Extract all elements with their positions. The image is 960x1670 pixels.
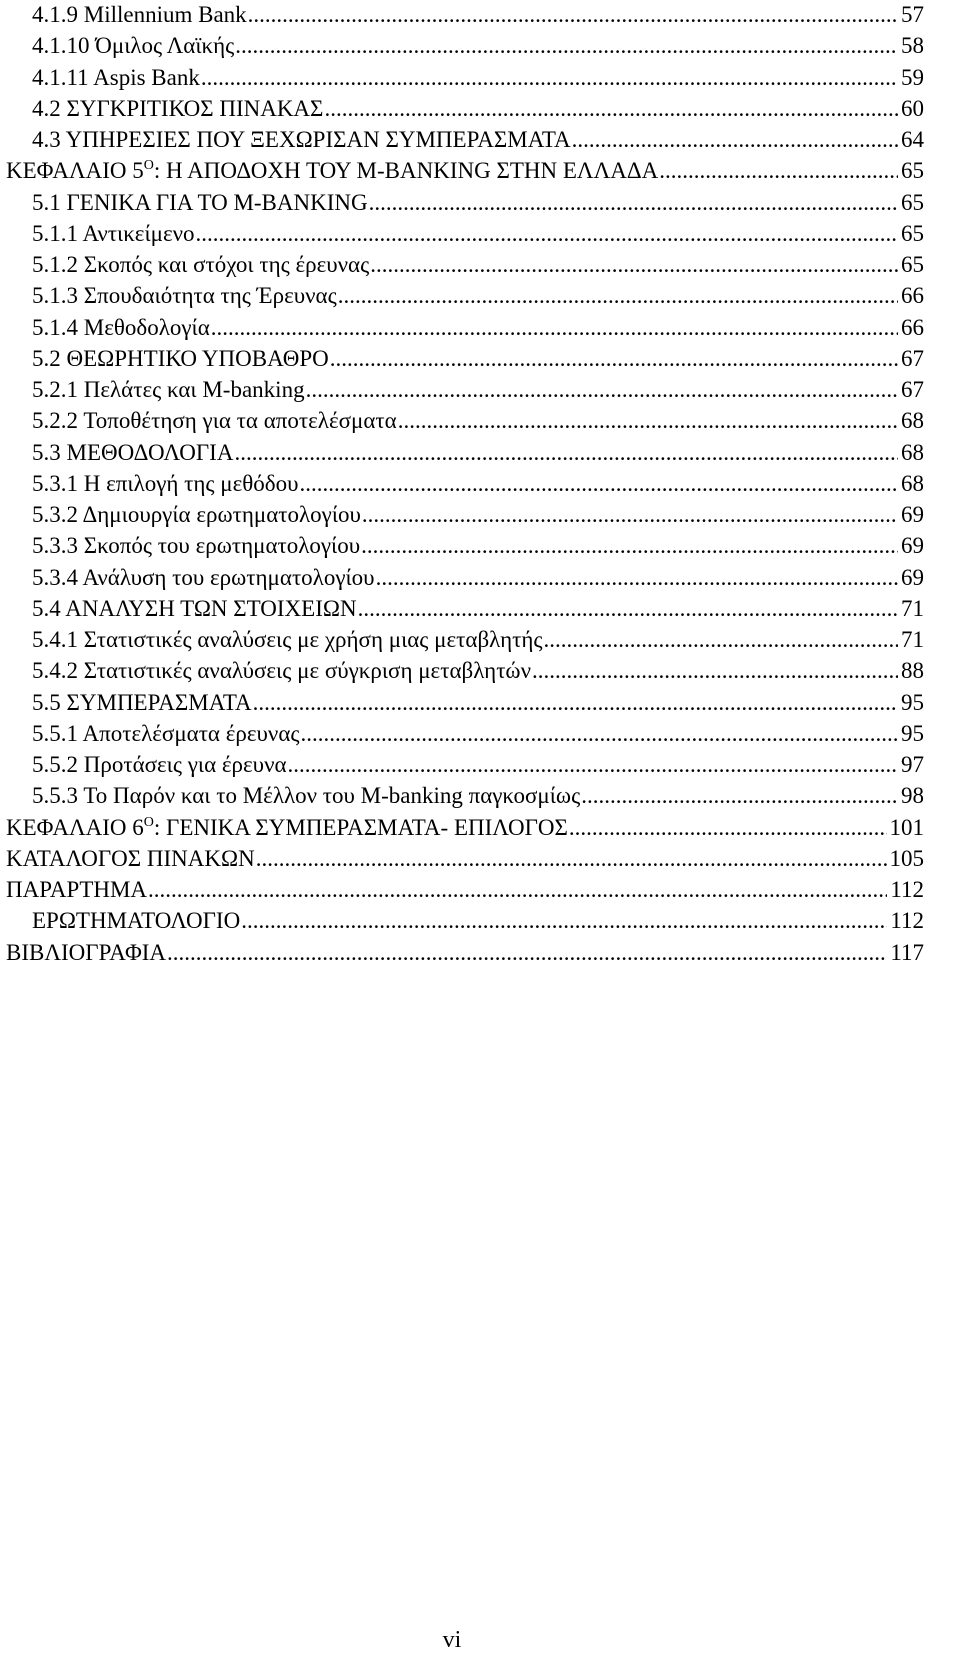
dot-leader: [195, 219, 898, 248]
toc-entry-page-number: 71: [901, 627, 924, 652]
toc-entry-title-rest: : Η ΑΠΟΔΟΧΗ ΤΟΥ M-BANKING ΣΤΗΝ ΕΛΛΑΔΑ: [153, 158, 659, 184]
toc-entry[interactable]: [6, 281, 924, 312]
toc-entry-title-text: 5.1.3 Σπουδαιότητα της Έρευνας: [32, 283, 337, 309]
toc-entry-page-number: 67: [901, 377, 924, 402]
dot-leader: [210, 313, 898, 342]
dot-leader: [531, 656, 898, 685]
toc-entry-page-number: 98: [901, 783, 924, 809]
toc-entry-page-number: 95: [901, 720, 924, 746]
toc-entry-title-text: 5.2 ΘΕΩΡΗΤΙΚΟ ΥΠΟΒΑΘΡΟ: [32, 345, 329, 371]
toc-entry-title-text: 5.3.4 Ανάλυση του ερωτηματολογίου: [32, 564, 375, 590]
toc-entry-title: [6, 156, 658, 185]
toc-entry-page-number: 112: [890, 908, 924, 934]
dot-leader: [299, 469, 898, 498]
toc-entry-title-text: 4.3 ΥΠΗΡΕΣΙΕΣ ΠΟΥ ΞΕΧΩΡΙΣΑΝ ΣΥΜΠΕΡΑΣΜΑΤΑ: [32, 127, 571, 152]
toc-entry-title: [32, 781, 580, 810]
dot-leader: [368, 188, 898, 217]
toc-entry-title: [32, 625, 543, 654]
toc-entry[interactable]: [6, 375, 924, 406]
toc-entry-page-number: 65: [901, 252, 924, 277]
toc-entry-title: [6, 938, 166, 967]
toc-entry-title-text: 5.3.2 Δημιουργία ερωτηματολογίου: [32, 502, 361, 527]
toc-entry-title: [32, 750, 287, 779]
toc-entry-title: [32, 531, 360, 560]
toc-entry-title-text: 5.5.2 Προτάσεις για έρευνα: [32, 752, 287, 777]
toc-entry-page-number: 68: [901, 439, 924, 465]
dot-leader: [361, 500, 898, 529]
toc-entry-title: [32, 313, 210, 342]
dot-leader: [166, 938, 887, 967]
dot-leader: [357, 594, 898, 623]
toc-entry-superscript: Ο: [143, 814, 154, 830]
dot-leader: [299, 719, 898, 748]
toc-entry-title-text: ΚΕΦΑΛΑΙΟ 6: [6, 814, 144, 840]
toc-entry-page-number: 69: [901, 502, 924, 527]
toc-entry-title: [32, 250, 369, 279]
toc-entry-title: [32, 594, 357, 623]
toc-entry[interactable]: [6, 406, 924, 437]
toc-entry-title: [6, 813, 568, 842]
toc-entry-title: [32, 719, 299, 748]
toc-entry-title-text: 5.3 ΜΕΘΟΔΟΛΟΓΙΑ: [32, 439, 234, 465]
toc-entry-title: [32, 94, 323, 123]
dot-leader: [252, 688, 898, 717]
toc-entry-page-number: 65: [901, 158, 924, 184]
toc-entry-title-text: 5.1.2 Σκοπός και στόχοι της έρευνας: [32, 252, 370, 277]
toc-entry-title-text: 4.2 ΣΥΓΚΡΙΤΙΚΟΣ ΠΙΝΑΚΑΣ: [32, 95, 324, 121]
toc-entry[interactable]: [6, 719, 924, 750]
toc-entry-title-text: 5.1 ΓΕΝΙΚΑ ΓΙΑ ΤΟ M-BANKING: [32, 189, 368, 215]
dot-leader: [305, 375, 898, 404]
toc-entry-title-text: 4.1.10 Όμιλος Λαϊκής: [32, 33, 235, 59]
toc-entry-page-number: 112: [890, 877, 924, 902]
dot-leader: [323, 94, 898, 123]
toc-entry-title-text: 5.5.3 Το Παρόν και το Μέλλον του M-banking παγκοσμίως: [32, 783, 581, 809]
toc-entry-page-number: 69: [901, 564, 924, 590]
toc-entry-page-number: 101: [889, 814, 924, 840]
dot-leader: [147, 875, 887, 904]
dot-leader: [247, 0, 898, 29]
dot-leader: [375, 563, 898, 592]
toc-entry[interactable]: [6, 906, 924, 937]
toc-entry[interactable]: [6, 781, 924, 812]
toc-entry-title: [32, 500, 361, 529]
dot-leader: [240, 906, 887, 935]
toc-entry-title: [32, 63, 200, 92]
toc-entry-title: [6, 844, 255, 873]
dot-leader: [234, 31, 898, 60]
toc-entry-page-number: 117: [890, 939, 924, 965]
toc-entry-page-number: 68: [901, 408, 924, 434]
toc-entry[interactable]: [6, 531, 924, 562]
toc-entry-page-number: 66: [901, 314, 924, 340]
toc-entry[interactable]: [6, 0, 924, 31]
toc-entry[interactable]: [6, 688, 924, 719]
toc-entry-title-text: ΒΙΒΛΙΟΓΡΑΦΙΑ: [6, 939, 167, 965]
toc-entry[interactable]: [6, 625, 924, 656]
toc-entry[interactable]: [6, 438, 924, 469]
toc-entry-title-rest: : ΓΕΝΙΚΑ ΣΥΜΠΕΡΑΣΜΑΤΑ- ΕΠΙΛΟΓΟΣ: [153, 814, 568, 840]
toc-entry-title-text: 5.5 ΣΥΜΠΕΡΑΣΜΑΤΑ: [32, 689, 252, 715]
toc-entry-title: [32, 281, 337, 310]
toc-entry-page-number: 95: [901, 689, 924, 715]
toc-entry-page-number: 71: [901, 595, 924, 621]
toc-entry-page-number: 58: [901, 33, 924, 59]
toc-entry-title: [32, 344, 329, 373]
toc-entry[interactable]: [6, 469, 924, 500]
toc-entry-title-text: 4.1.9 Millennium Bank: [32, 2, 247, 27]
toc-entry[interactable]: [6, 594, 924, 625]
toc-entry-title: [32, 906, 240, 935]
toc-entry-title-text: ΕΡΩΤΗΜΑΤΟΛΟΓΙΟ: [32, 908, 241, 934]
toc-entry[interactable]: [6, 219, 924, 250]
dot-leader: [571, 125, 898, 154]
toc-entry-title: [32, 438, 233, 467]
dot-leader: [658, 156, 898, 185]
toc-entry-title-text: ΚΑΤΑΛΟΓΟΣ ΠΙΝΑΚΩΝ: [6, 845, 255, 871]
dot-leader: [337, 281, 898, 310]
toc-entry[interactable]: [6, 188, 924, 219]
toc-entry-title-text: 4.1.11 Aspis Bank: [32, 64, 200, 90]
toc-entry[interactable]: [6, 63, 924, 94]
toc-entry-title: [32, 125, 571, 154]
toc-entry-page-number: 59: [901, 64, 924, 90]
toc-entry[interactable]: [6, 250, 924, 281]
toc-entry-page-number: 97: [901, 752, 924, 777]
toc-entry[interactable]: [6, 563, 924, 594]
toc-entry-title: [32, 469, 299, 498]
toc-entry-title-text: ΠΑΡΑΡΤΗΜΑ: [6, 877, 148, 902]
toc-entry-title: [32, 188, 368, 217]
toc-entry-title: [32, 688, 252, 717]
toc-entry-title-text: 5.2.1 Πελάτες και M-banking: [32, 377, 305, 402]
toc-entry-title: [32, 656, 531, 685]
toc-entry-superscript: Ο: [143, 158, 154, 174]
toc-entry[interactable]: [6, 344, 924, 375]
toc-entry-title: [32, 375, 305, 404]
table-of-contents: [6, 0, 924, 969]
toc-entry-page-number: 65: [901, 189, 924, 215]
toc-entry-page-number: 68: [901, 470, 924, 496]
toc-entry-title-text: 5.4.2 Στατιστικές αναλύσεις με σύγκριση μεταβλητών: [32, 658, 531, 684]
dot-leader: [255, 844, 887, 873]
toc-entry-title: [6, 875, 147, 904]
dot-leader: [360, 531, 898, 560]
toc-entry-page-number: 64: [901, 127, 924, 152]
dot-leader: [543, 625, 898, 654]
toc-entry[interactable]: [6, 313, 924, 344]
dot-leader: [369, 250, 898, 279]
toc-entry-page-number: 66: [901, 283, 924, 309]
page-number: vi: [442, 1627, 462, 1653]
toc-entry[interactable]: [6, 656, 924, 687]
dot-leader: [580, 781, 898, 810]
dot-leader: [329, 344, 898, 373]
dot-leader: [287, 750, 898, 779]
toc-entry-title-text: 5.2.2 Τοποθέτηση για τα αποτελέσματα: [32, 408, 397, 434]
toc-entry[interactable]: [6, 844, 924, 875]
toc-entry[interactable]: [6, 938, 924, 969]
toc-entry-title-text: 5.4.1 Στατιστικές αναλύσεις με χρήση μιας μεταβλητής: [32, 627, 543, 652]
toc-entry[interactable]: [6, 125, 924, 156]
toc-entry-page-number: 67: [901, 345, 924, 371]
toc-entry-title-text: 5.3.1 Η επιλογή της μεθόδου: [32, 470, 299, 496]
toc-entry-title-text: ΚΕΦΑΛΑΙΟ 5: [6, 158, 144, 184]
toc-entry-page-number: 105: [889, 845, 924, 871]
toc-entry-title: [32, 31, 234, 60]
dot-leader: [397, 406, 898, 435]
toc-entry-title: [32, 563, 375, 592]
toc-entry-title-text: 5.1.4 Μεθοδολογία: [32, 314, 210, 340]
toc-entry-page-number: 60: [901, 95, 924, 121]
toc-entry[interactable]: [6, 94, 924, 125]
toc-entry-title-text: 5.5.1 Αποτελέσματα έρευνας: [32, 720, 300, 746]
toc-entry-page-number: 69: [901, 533, 924, 559]
toc-entry-title: [32, 0, 247, 29]
dot-leader: [568, 813, 887, 842]
toc-entry-title: [32, 406, 397, 435]
toc-entry-title-text: 5.4 ΑΝΑΛΥΣΗ ΤΩΝ ΣΤΟΙΧΕΙΩΝ: [32, 595, 357, 621]
toc-entry-title-text: 5.3.3 Σκοπός του ερωτηματολογίου: [32, 533, 361, 559]
toc-entry-page-number: 65: [901, 220, 924, 246]
dot-leader: [200, 63, 898, 92]
toc-entry-title-text: 5.1.1 Αντικείμενο: [32, 220, 195, 246]
toc-entry[interactable]: [6, 500, 924, 531]
dot-leader: [233, 438, 898, 467]
toc-entry[interactable]: [6, 156, 924, 187]
toc-entry[interactable]: [6, 750, 924, 781]
toc-entry[interactable]: [6, 31, 924, 62]
toc-entry-title: [32, 219, 195, 248]
toc-entry[interactable]: [6, 875, 924, 906]
toc-entry-page-number: 88: [901, 658, 924, 684]
toc-entry[interactable]: [6, 813, 924, 844]
toc-entry-page-number: 57: [901, 2, 924, 27]
